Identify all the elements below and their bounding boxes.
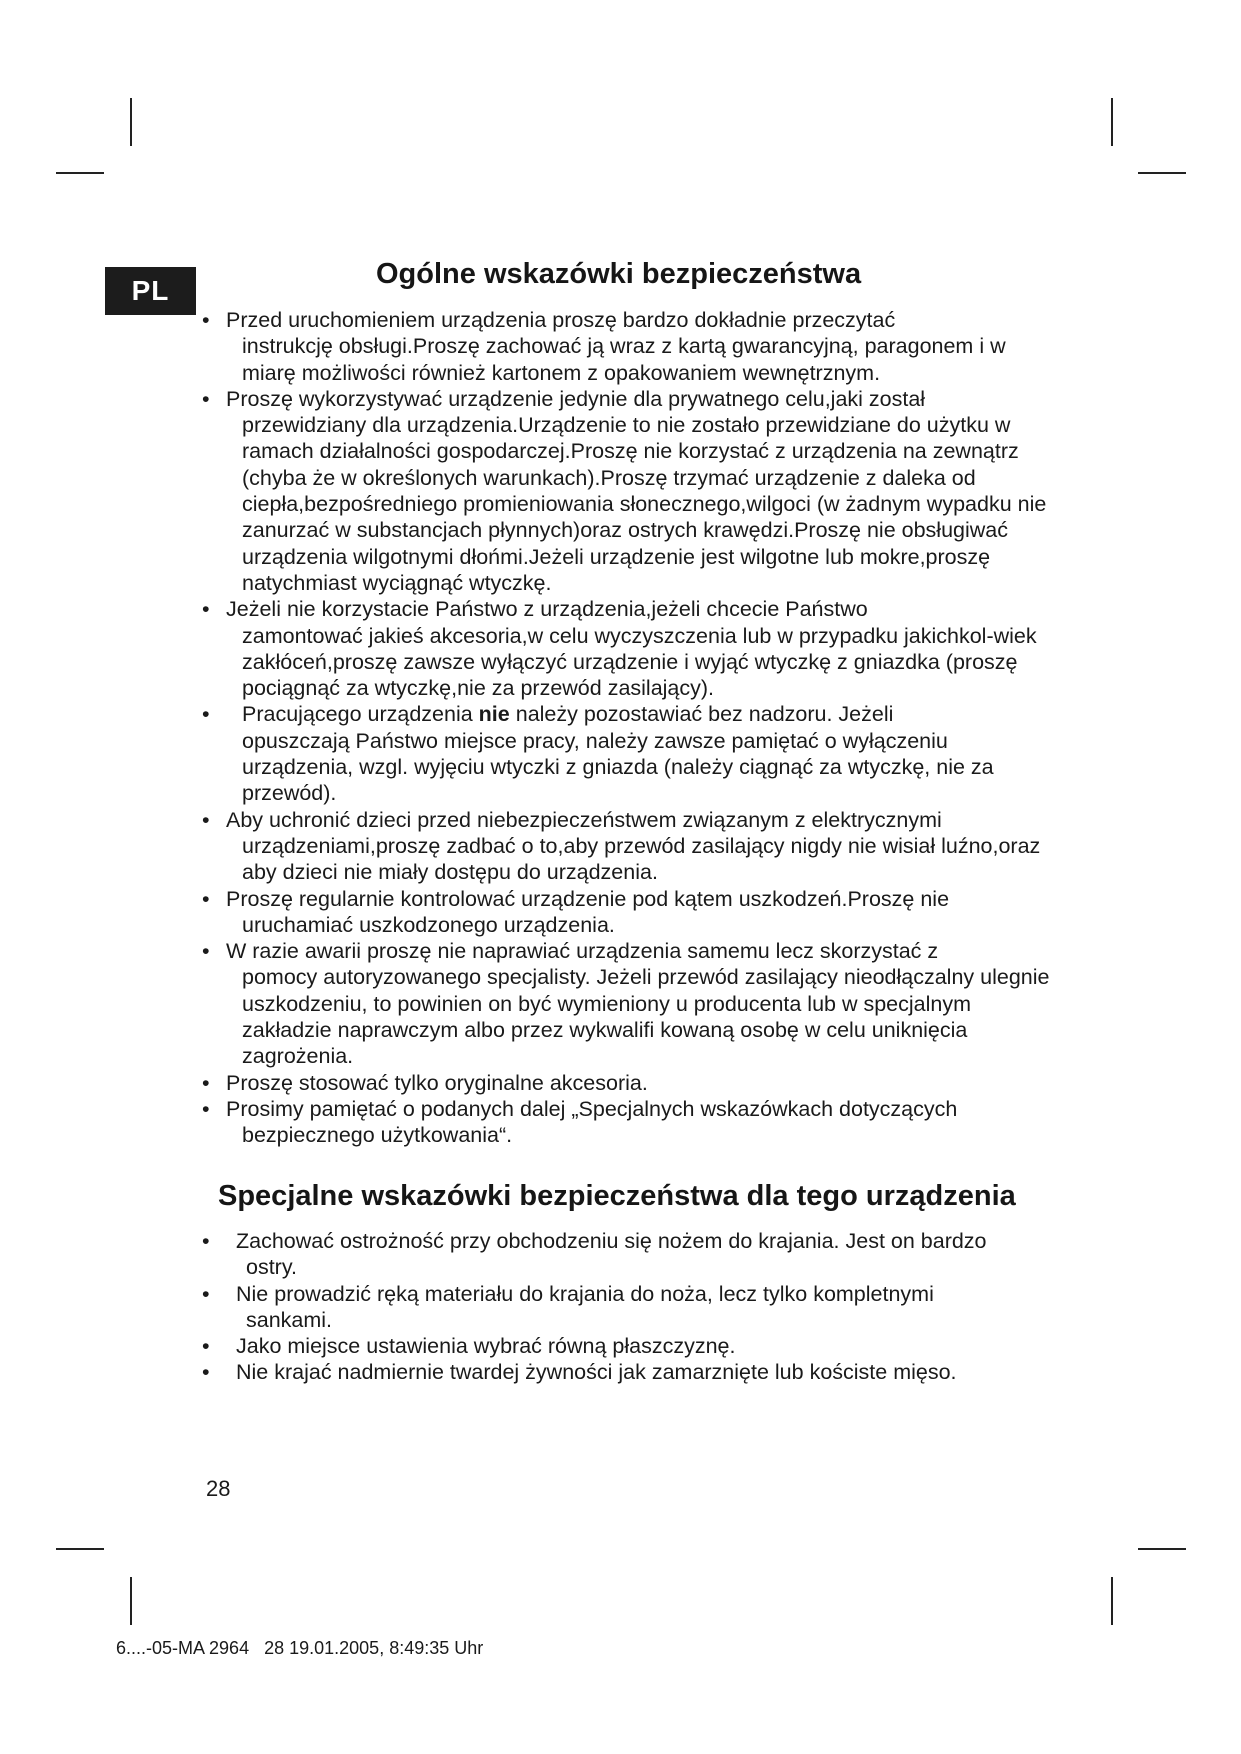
bullet-icon: • — [202, 597, 210, 622]
bullet-icon: • — [202, 1360, 210, 1385]
list-item-first-line: Nie prowadzić ręką materiału do krajania do noża, lecz tylko kompletnymi — [236, 1281, 934, 1306]
list-item — [202, 701, 1062, 806]
crop-mark-top-left-vertical — [130, 98, 132, 146]
list-item-text: zamontować jakieś akcesoria,w celu wyczyszczenia lub w przypadku jakichkol-wiek zakłóceń,proszę zawsze wyłączyć urządzenie i wyjąć wtyczkę z gniazdka (proszę pociągnąć za wtyczkę,nie za przewód zasilający). — [242, 623, 1037, 701]
list-item-text: instrukcję obsługi.Proszę zachować ją wraz z kartą gwarancyjną, paragonem i w miarę możliwości również kartonem z opakowaniem wewnętrznym. — [242, 334, 1006, 385]
crop-mark-top-right-horizontal — [1138, 172, 1186, 174]
bullet-icon: • — [202, 1334, 210, 1359]
language-tab: PL — [105, 267, 196, 315]
list-item-first-line: Proszę wykorzystywać urządzenie jedynie dla prywatnego celu,jaki został — [226, 386, 926, 411]
list-item-first-line: Proszę regularnie kontrolować urządzenie pod kątem uszkodzeń.Proszę nie — [226, 886, 950, 911]
bullet-icon: • — [202, 1070, 210, 1095]
list-item-text: urządzeniami,proszę zadbać o to,aby przewód zasilający nigdy nie wisiał luźno,oraz aby dzieci nie miały dostępu do urządzenia. — [242, 833, 1041, 885]
list-item-first-line: Nie krajać nadmiernie twardej żywności jak zamarznięte lub kościste mięso. — [236, 1360, 957, 1385]
list-item-first-line: Aby uchronić dzieci przed niebezpieczeństwem związanym z elektrycznymi — [226, 807, 942, 832]
list-item-emphasis: nie — [478, 702, 510, 727]
list-item — [202, 1096, 1062, 1149]
list-item-first-line: Jeżeli nie korzystacie Państwo z urządzenia,jeżeli chcecie Państwo — [226, 597, 868, 622]
list-item-first-line — [242, 702, 893, 726]
list-item — [202, 886, 1062, 939]
list-item — [202, 1359, 1062, 1385]
bullet-icon: • — [202, 807, 210, 832]
list-item — [202, 1228, 1062, 1281]
crop-mark-bottom-right-horizontal — [1138, 1548, 1186, 1550]
list-item — [202, 1281, 1062, 1334]
crop-mark-bottom-left-vertical — [130, 1577, 132, 1625]
list-item-text: przewidziany dla urządzenia.Urządzenie to nie zostało przewidziane do użytku w ramach działalności gospodarczej.Proszę nie korzystać z urządzenia na zewnątrz (chyba że w określonych warunkach).Proszę trzymać urządzenie z daleka od ciepła,bezpośredniego promieniowania słonecznego,wilgoci (w żadnym wypadku nie zanurzać w substancjach płynnych)oraz ostrych krawędzi.Proszę nie obsługiwać urządzenia wilgotnymi dłońmi.Jeżeli urządzenie jest wilgotne lub mokre,proszę natychmiast wyciągnąć wtyczkę. — [242, 413, 1047, 595]
list-item-text: pomocy autoryzowanego specjalisty. Jeżeli przewód zasilający nieodłączalny ulegnie uszkodzeniu, to powinien on być wymieniony u producenta lub w specjalnym zakładzie naprawczym albo przez wykwalifi kowaną osobę w celu uniknięcia zagrożenia. — [242, 965, 1050, 1069]
bullet-icon: • — [202, 939, 210, 964]
list-item — [202, 386, 1062, 596]
crop-mark-top-right-vertical — [1111, 98, 1113, 146]
general-safety-list — [202, 307, 1062, 1149]
list-item-first-line: Przed uruchomieniem urządzenia proszę bardzo dokładnie przeczytać — [226, 308, 896, 332]
list-item-text: opuszczają Państwo miejsce pracy, należy zawsze pamiętać o wyłączeniu urządzenia, wzgl. wyjęciu wtyczki z gniazda (należy ciągnąć za wtyczkę, nie za przewód). — [242, 728, 994, 806]
list-item — [202, 596, 1062, 701]
list-item-text-before: Pracującego urządzenia — [242, 702, 473, 727]
list-item-first-line: Jako miejsce ustawienia wybrać równą płaszczyznę. — [236, 1334, 736, 1359]
list-item-first-line: Zachować ostrożność przy obchodzeniu się nożem do krajania. Jest on bardzo — [236, 1229, 987, 1253]
list-item — [202, 1333, 1062, 1359]
list-item-text: ostry. — [246, 1255, 297, 1280]
bullet-icon: • — [202, 386, 210, 411]
bullet-icon: • — [202, 702, 210, 727]
list-item — [202, 1070, 1062, 1096]
device-safety-heading: Specjalne wskazówki bezpieczeństwa dla tego urządzenia — [218, 1180, 1016, 1212]
bullet-icon: • — [202, 1096, 210, 1121]
list-item-text-after: należy pozostawiać bez nadzoru. Jeżeli — [515, 702, 894, 727]
bullet-icon: • — [202, 308, 210, 332]
list-item — [202, 807, 1062, 886]
bullet-icon: • — [202, 1281, 210, 1306]
bullet-icon: • — [202, 886, 210, 911]
bullet-icon: • — [202, 1229, 210, 1253]
crop-mark-top-left-horizontal — [56, 172, 104, 174]
list-item-first-line: Proszę stosować tylko oryginalne akcesoria. — [226, 1070, 648, 1095]
list-item — [202, 307, 1062, 386]
print-footer: 6....-05-MA 2964 28 19.01.2005, 8:49:35 Uhr — [116, 1638, 484, 1658]
list-item-text: uruchamiać uszkodzonego urządzenia. — [242, 912, 615, 937]
crop-mark-bottom-right-vertical — [1111, 1577, 1113, 1625]
page-number: 28 — [206, 1476, 231, 1501]
list-item-text: bezpiecznego użytkowania“. — [242, 1123, 513, 1148]
list-item-first-line: Prosimy pamiętać o podanych dalej „Specjalnych wskazówkach dotyczących — [226, 1096, 958, 1121]
list-item — [202, 938, 1062, 1069]
crop-mark-bottom-left-horizontal — [56, 1548, 104, 1550]
device-safety-list — [202, 1228, 1062, 1386]
list-item-first-line: W razie awarii proszę nie naprawiać urządzenia samemu lecz skorzystać z — [226, 939, 939, 964]
general-safety-heading: Ogólne wskazówki bezpieczeństwa — [376, 258, 862, 290]
list-item-text: sankami. — [246, 1307, 333, 1332]
